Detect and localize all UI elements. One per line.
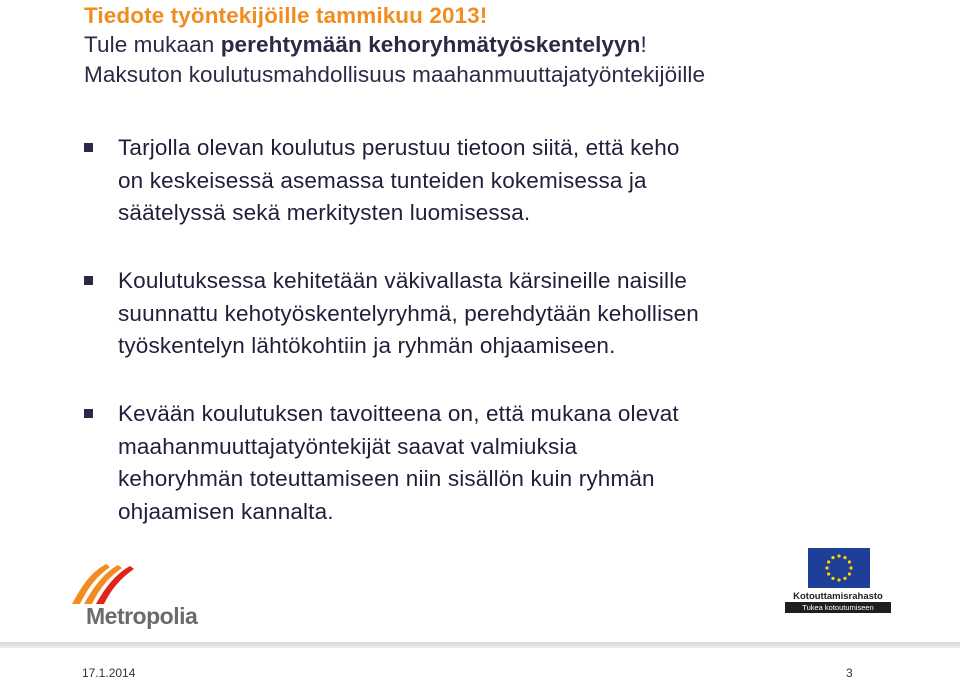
bullet-line: Tarjolla olevan koulutus perustuu tietoon siitä, että keho	[118, 135, 680, 160]
bullet-line: säätelyssä sekä merkitysten luomisessa.	[118, 200, 531, 225]
eu-flag-icon	[808, 548, 870, 588]
footer-date: 17.1.2014	[82, 666, 136, 680]
fund-tagline: Tukea kotoutumiseen	[785, 602, 891, 613]
bullet-line: maahanmuuttajatyöntekijät saavat valmiuksia	[118, 433, 578, 459]
fund-name: Kotouttamisrahasto	[793, 591, 883, 602]
bullet-line: Koulutuksessa kehitetään väkivallasta kärsineille naisille	[118, 268, 688, 293]
kotouttamisrahasto-logo	[772, 545, 904, 617]
metropolia-logo-icon	[66, 560, 216, 608]
headline: Tiedote työntekijöille tammikuu 2013!	[84, 3, 488, 28]
bullet-text	[118, 265, 699, 363]
metropolia-logo	[66, 560, 216, 635]
bullet-line: Kevään koulutuksen tavoitteena on, että mukana olevat	[118, 401, 679, 426]
subheadline-bold: perehtymään kehoryhmätyöskentelyyn	[220, 32, 641, 57]
bullet-line: on keskeisessä asemassa tunteiden kokemisessa ja	[118, 167, 647, 193]
footer-divider	[0, 642, 960, 648]
subheadline-prefix: Tule mukaan	[84, 32, 221, 57]
tagline: Maksuton koulutusmahdollisuus maahanmuuttajatyöntekijöille	[84, 62, 706, 87]
subheadline	[84, 31, 647, 59]
square-bullet-icon	[84, 409, 93, 418]
square-bullet-icon	[84, 276, 93, 285]
bullet-text	[118, 398, 679, 528]
square-bullet-icon	[84, 143, 93, 152]
bullet-text	[118, 132, 680, 230]
bullet-line: työskentelyn lähtökohtiin ja ryhmän ohjaamiseen.	[118, 333, 616, 358]
subheadline-suffix: !	[640, 32, 647, 57]
bullet-line: kehoryhmän toteuttamiseen niin sisällön kuin ryhmän	[118, 466, 655, 491]
bullet-line: ohjaamisen kannalta.	[118, 498, 334, 524]
page-number: 3	[846, 666, 853, 680]
bullet-line: suunnattu kehotyöskentelyryhmä, perehdytään kehollisen	[118, 300, 699, 326]
metropolia-wordmark: Metropolia	[86, 603, 198, 629]
